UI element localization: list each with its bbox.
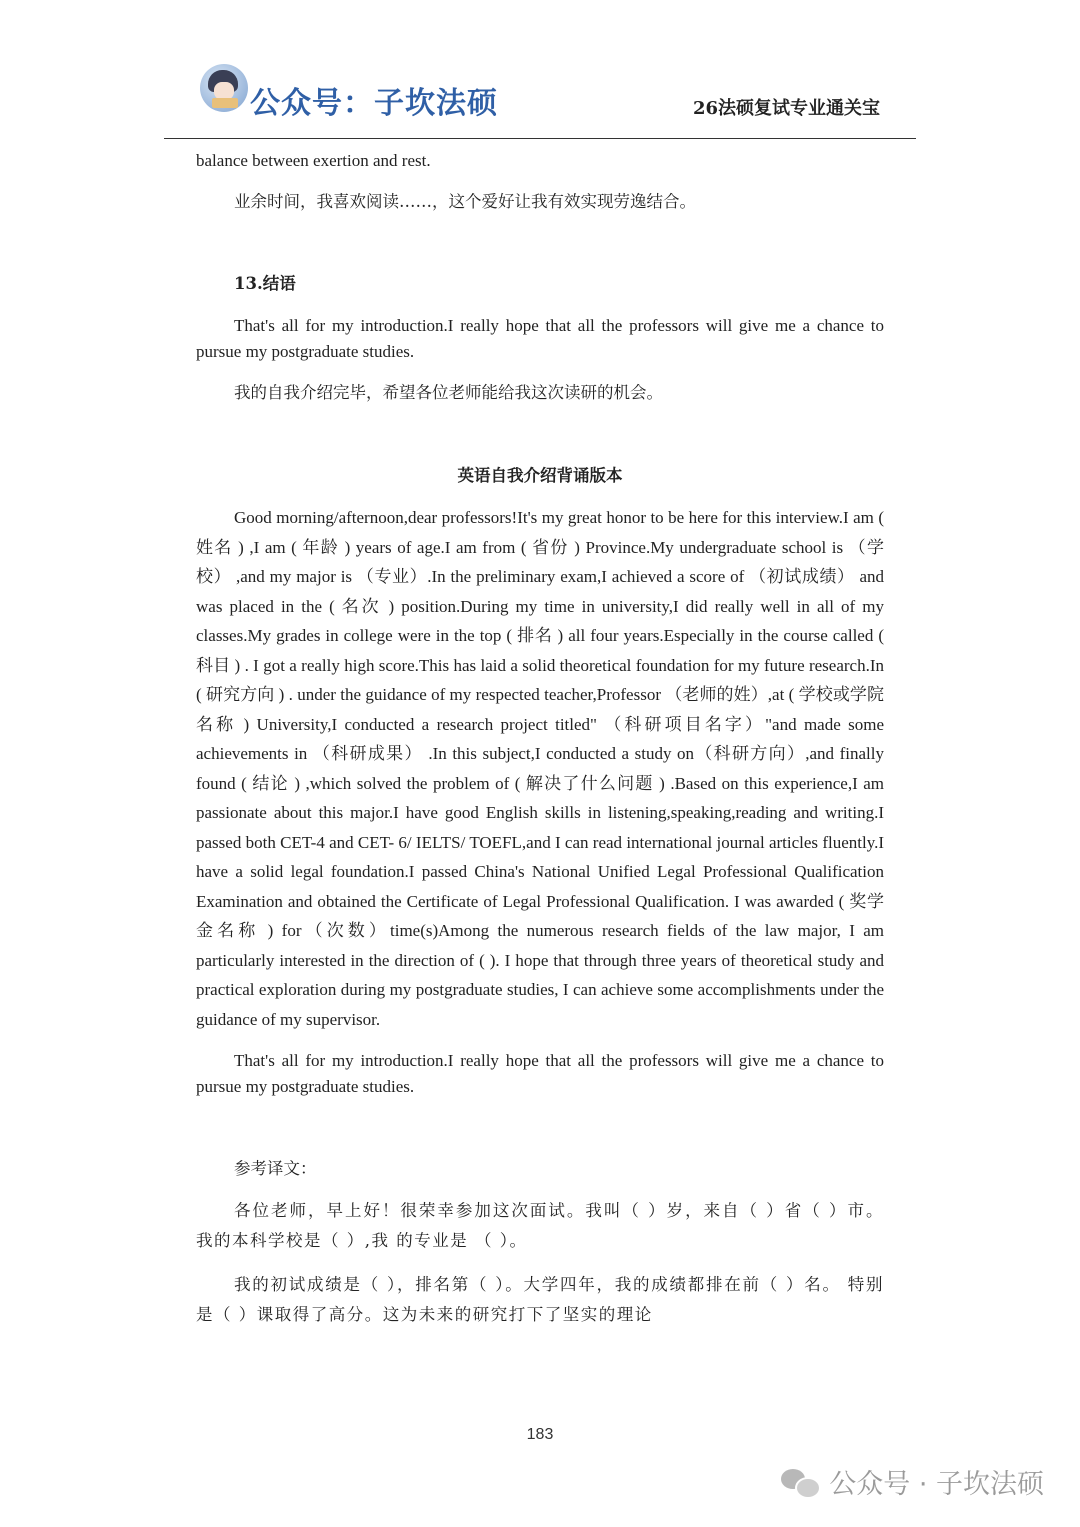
page-number: 183 xyxy=(526,1426,554,1443)
translation-paragraph-2: 我的初试成绩是（ ），排名第（ ）。大学四年，我的成绩都排在前（ ）名。 特别是（ ）课取得了高分。这为未来的研究打下了坚实的理论 xyxy=(196,1275,884,1324)
version-title: 英语自我介绍背诵版本 xyxy=(457,466,623,485)
book-title: 26法硕复试专业通关宝 xyxy=(692,98,880,119)
brand-title: 公众号：子坎法硕 xyxy=(250,86,498,121)
brand-logo xyxy=(200,64,248,112)
translation-label: 参考译文： xyxy=(234,1159,317,1178)
page-header xyxy=(164,58,916,139)
wechat-icon xyxy=(781,1467,819,1497)
conclusion-english: That's all for my introduction.I really hope that all the professors will give me a chance to pursue my postgraduate studies. xyxy=(196,316,884,361)
watermark xyxy=(781,1462,1044,1501)
page-content xyxy=(196,148,884,1330)
section-heading: 13.结语 xyxy=(234,274,296,293)
conclusion-chinese: 我的自我介绍完毕，希望各位老师能给我这次读研的机会。 xyxy=(234,383,663,402)
watermark-text: 公众号 · 子坎法硕 xyxy=(829,1469,1044,1500)
recitation-paragraph: Good morning/afternoon,dear professors!It's my great honor to be here for this interview.I am ( 姓名 ) ,I am ( 年龄 ) years of age.I am from ( 省份 ) Province.My undergraduate school is （学校） ,and my major is （专业）.In the preliminary exam,I achieved a score of （初试成绩） and was placed in the ( 名次 ) position.During my time in university,I did really well in all of my classes.My grades in college were in the top ( 排名 ) all four years.Especially in the course called ( 科目 ) . I got a really high score.This has laid a solid theoretical foundation for my future research.In ( 研究方向 ) . under the guidance of my respected teacher,Professor （老师的姓）,at ( 学校或学院名称 ) University,I conducted a research project titled" （科研项目名字）"and made some achievements in （科研成果） .In this subject,I conducted a study on（科研方向）,and finally found ( 结论 ) ,which solved the problem of ( 解决了什么问题 ) .Based on this experience,I am passionate about this major.I have good English skills in listening,speaking,reading and writing.I passed both CET-4 and CET- 6/ IELTS/ TOEFL,and I can read international journal articles fluently.I have a solid legal foundation.I passed China's National Unified Legal Professional Qualification Examination and obtained the Certificate of Legal Professional Qualification. I was awarded ( 奖学金名称 ) for（次数）time(s)Among the numerous research fields of the law major, I am particularly interested in the direction of ( ). I hope that through three years of theoretical study and practical exploration during my postgraduate studies, I can achieve some accomplishments under the guidance of my supervisor. xyxy=(196,508,884,1029)
continuation-text: balance between exertion and rest. xyxy=(196,151,431,170)
hobby-translation: 业余时间，我喜欢阅读……，这个爱好让我有效实现劳逸结合。 xyxy=(234,192,696,211)
translation-paragraph-1: 各位老师，早上好！很荣幸参加这次面试。我叫（ ）岁，来自（ ）省（ ）市。我的本科学校是（ ）,我 的专业是 （ ）。 xyxy=(196,1201,884,1250)
closing-english: That's all for my introduction.I really hope that all the professors will give me a chance to pursue my postgraduate studies. xyxy=(196,1051,884,1096)
